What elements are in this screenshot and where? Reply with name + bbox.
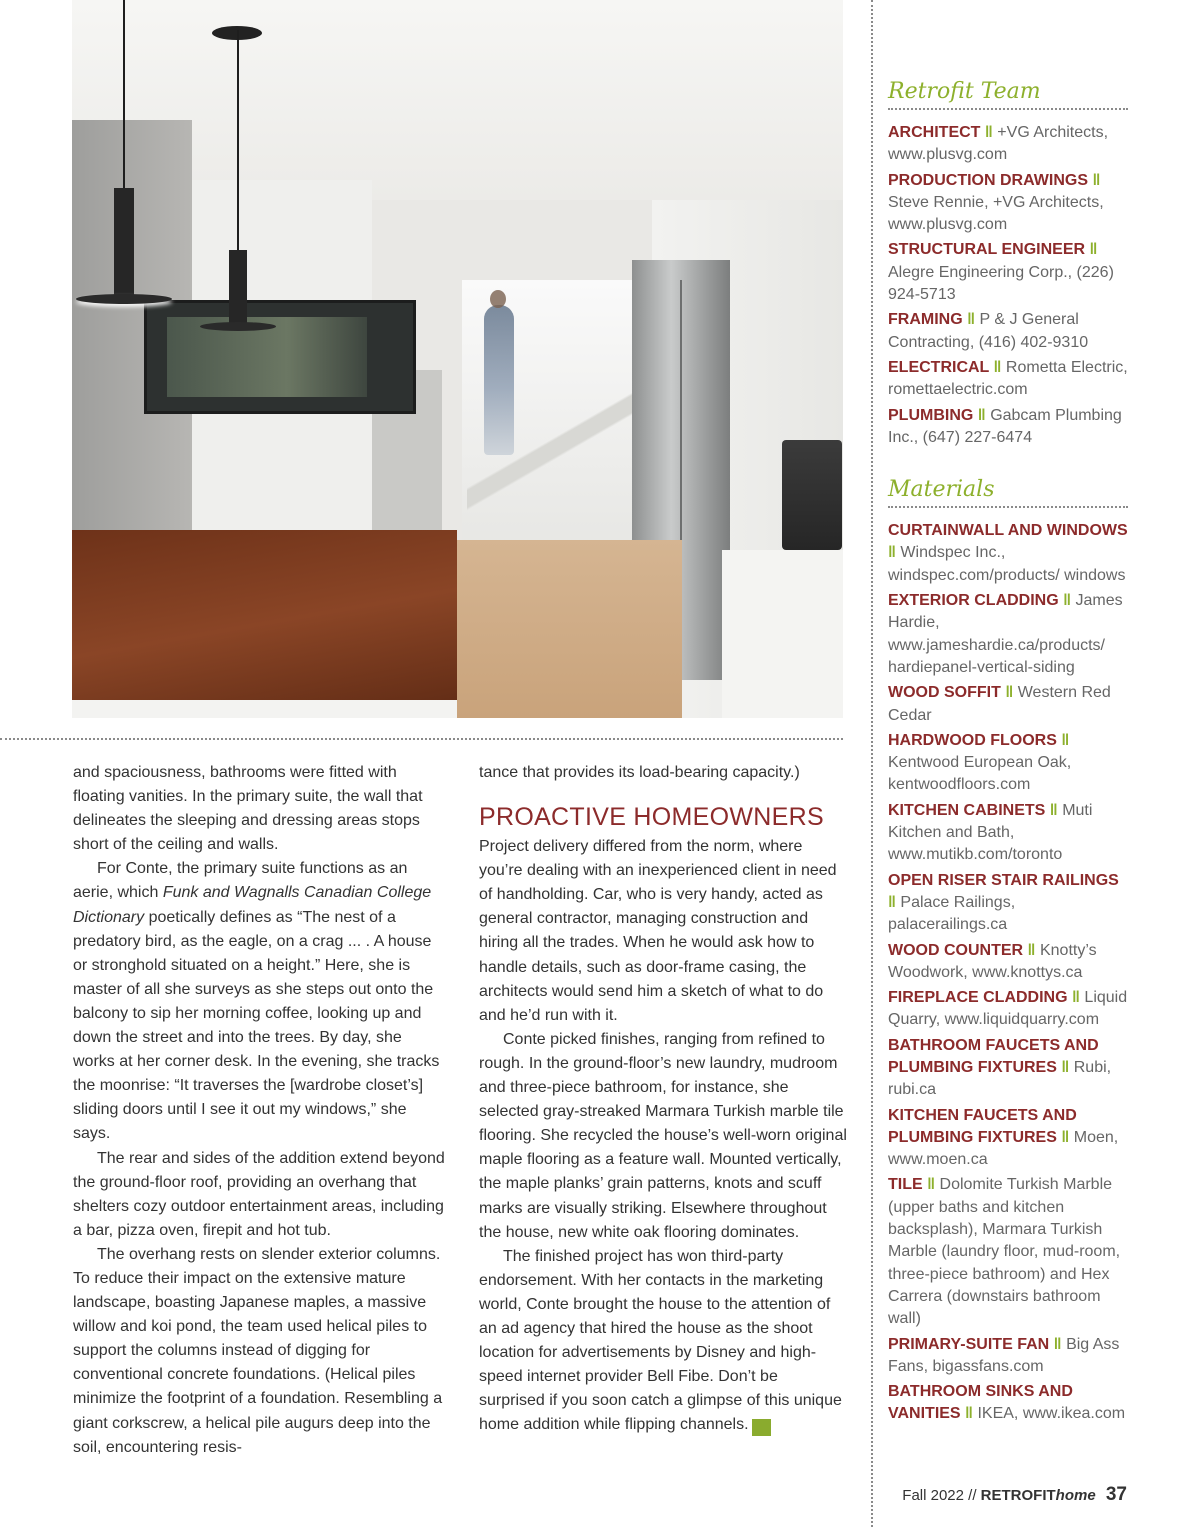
credit-role: WOOD SOFFIT bbox=[888, 684, 1001, 702]
separator-icon: ‖ bbox=[1088, 171, 1101, 189]
credit-role: EXTERIOR CLADDING bbox=[888, 592, 1059, 610]
separator-icon: ‖ bbox=[1045, 801, 1063, 819]
credit-detail: +VG Architects, www.plusvg.com bbox=[888, 124, 1109, 164]
credit-role: PRODUCTION DRAWINGS bbox=[888, 171, 1088, 189]
credit-item bbox=[888, 1174, 1128, 1330]
credit-detail: Knotty’s Woodwork, www.knottys.ca bbox=[888, 941, 1097, 981]
credit-detail: IKEA, www.ikea.com bbox=[977, 1405, 1126, 1423]
materials-list bbox=[888, 520, 1128, 1426]
credit-detail: Steve Rennie, +VG Architects, www.plusvg.com bbox=[888, 193, 1104, 234]
wood-island-counter bbox=[72, 530, 457, 718]
credit-item bbox=[888, 405, 1128, 450]
wall-tv bbox=[144, 300, 416, 414]
credit-item bbox=[888, 682, 1128, 727]
credit-detail: P & J General Contracting, (416) 402-9310 bbox=[888, 311, 1089, 351]
credit-role: PLUMBING bbox=[888, 406, 974, 424]
credit-item bbox=[888, 870, 1128, 937]
separator-icon: ‖ bbox=[1056, 1128, 1074, 1146]
credit-detail: Big Ass Fans, bigassfans.com bbox=[888, 1335, 1120, 1375]
text-run: The finished project has won third-party endorsement. With her contacts in the marketing world, Conte brought the house to the attention of an ad agency that hired the house as the shoot location for advertisements by Disney and high-speed internet provider Bell Fibe. Don’t be surprised if you soon catch a glimpse of this unique home addition while flipping channels. bbox=[479, 1247, 842, 1434]
credit-role: ARCHITECT bbox=[888, 124, 981, 141]
credit-detail: Kentwood European Oak, kentwoodfloors.com bbox=[888, 754, 1072, 794]
paragraph: and spaciousness, bathrooms were fitted with floating vanities. In the primary suite, the wall that delineates the sleeping and dressing areas stops short of the ceiling and walls. bbox=[73, 764, 423, 854]
paragraph bbox=[479, 1245, 847, 1438]
credit-detail: Alegre Engineering Corp., (226) 924-5713 bbox=[888, 263, 1114, 304]
pendant-lamp bbox=[114, 188, 134, 296]
credit-item bbox=[888, 1381, 1128, 1426]
separator-icon: ‖ bbox=[989, 358, 1006, 376]
credit-detail: Liquid Quarry, www.liquidquarry.com bbox=[888, 989, 1128, 1029]
credit-item bbox=[888, 800, 1128, 867]
separator-icon: ‖ bbox=[1085, 241, 1098, 259]
credit-detail: Rubi, rubi.ca bbox=[888, 1058, 1112, 1099]
credit-item bbox=[888, 122, 1128, 167]
article-column-1 bbox=[73, 761, 445, 1460]
credit-item bbox=[888, 1334, 1128, 1379]
credit-detail: Western Red Cedar bbox=[888, 684, 1111, 724]
credit-item bbox=[888, 1105, 1128, 1172]
separator-icon: ‖ bbox=[1067, 989, 1085, 1007]
credit-item bbox=[888, 239, 1128, 306]
dictionary-title: Funk and Wagnalls Canadian College Dictionary bbox=[73, 884, 432, 926]
credit-item bbox=[888, 590, 1128, 679]
team-heading: Retrofit Team bbox=[888, 78, 1128, 110]
separator-icon: ‖ bbox=[980, 124, 998, 141]
materials-heading: Materials bbox=[888, 476, 1128, 508]
person-on-stairs bbox=[484, 305, 514, 455]
separator-icon: ‖ bbox=[960, 1405, 978, 1423]
credit-detail: Windspec Inc., windspec.com/products/ windows bbox=[888, 544, 1126, 584]
credit-detail: Dolomite Turkish Marble (upper baths and kitchen backsplash), Marmara Turkish Marble (laundry floor, mud-room, three-piece bathroom) and Hex Carrera (downstairs bathroom wall) bbox=[888, 1176, 1121, 1328]
credit-item bbox=[888, 987, 1128, 1032]
credit-item bbox=[888, 170, 1128, 237]
page-footer bbox=[895, 1484, 1127, 1506]
text-run: For Conte, the primary suite functions as an aerie, which bbox=[73, 860, 408, 902]
article-column-2 bbox=[479, 761, 847, 1437]
credit-role: OPEN RISER STAIR RAILINGS bbox=[888, 871, 1119, 889]
issue-label: Fall 2022 // bbox=[902, 1487, 977, 1504]
credit-detail: Moen, www.moen.ca bbox=[888, 1128, 1119, 1169]
credit-item bbox=[888, 940, 1128, 985]
credit-detail: Muti Kitchen and Bath, www.mutikb.com/toronto bbox=[888, 801, 1093, 864]
credit-role: WOOD COUNTER bbox=[888, 941, 1024, 959]
credit-detail: Gabcam Plumbing Inc., (647) 227-6474 bbox=[888, 406, 1122, 446]
paragraph: Project delivery differed from the norm, where you’re dealing with an inexperienced client in need of handholding. Car, who is very handy, acted as general contractor, managing construction and hiring all the trades. When he would ask how to handle details, such as door-frame casing, the architects would send him a sketch of what to do and he’d run with it. bbox=[479, 838, 837, 1024]
credit-role: STRUCTURAL ENGINEER bbox=[888, 241, 1086, 259]
credit-role: FIREPLACE CLADDING bbox=[888, 989, 1068, 1007]
separator-icon: ‖ bbox=[922, 1176, 940, 1194]
end-mark-icon: rh bbox=[752, 1419, 771, 1436]
separator-icon: ‖ bbox=[1000, 684, 1018, 702]
separator-icon: ‖ bbox=[1056, 1058, 1074, 1076]
credit-role: CURTAINWALL AND WINDOWS bbox=[888, 522, 1128, 540]
paragraph bbox=[73, 857, 445, 1146]
section-heading: PROACTIVE HOMEOWNERS bbox=[479, 803, 824, 832]
paragraph: Conte picked finishes, ranging from refined to rough. In the ground-floor’s new laundry, mudroom and three-piece bathroom, for instance, she selected gray-streaked Marmara Turkish marble tile flooring. She recycled the house’s well-worn original maple flooring as a feature wall. Mounted vertically, the maple planks’ grain patterns, knots and scuff marks are visually striking. Elsewhere throughout the house, new white oak flooring dominates. bbox=[479, 1030, 847, 1241]
credit-item bbox=[888, 1035, 1128, 1102]
paragraph: tance that provides its load-bearing capacity.) bbox=[479, 764, 800, 781]
credit-item bbox=[888, 520, 1128, 587]
credit-role: PRIMARY-SUITE FAN bbox=[888, 1335, 1050, 1353]
coffee-machine bbox=[782, 440, 842, 550]
credit-role: HARDWOOD FLOORS bbox=[888, 731, 1057, 749]
credit-detail: Rometta Electric, romettaelectric.com bbox=[888, 358, 1128, 399]
photo-divider bbox=[0, 738, 843, 740]
credit-item bbox=[888, 730, 1128, 797]
credit-role: ELECTRICAL bbox=[888, 358, 990, 376]
brand-italic: home bbox=[1055, 1487, 1096, 1504]
separator-icon: ‖ bbox=[888, 544, 901, 562]
credit-item bbox=[888, 357, 1128, 402]
credit-role: KITCHEN FAUCETS AND PLUMBING FIXTURES bbox=[888, 1106, 1077, 1146]
page-number: 37 bbox=[1105, 1484, 1127, 1505]
brand-main: RETROFIT bbox=[980, 1487, 1056, 1504]
credits-sidebar bbox=[888, 78, 1128, 1429]
separator-icon: ‖ bbox=[1049, 1335, 1067, 1353]
team-list bbox=[888, 122, 1128, 449]
separator-icon: ‖ bbox=[1058, 592, 1076, 610]
kitchen-photo bbox=[72, 0, 843, 718]
credit-role: BATHROOM FAUCETS AND PLUMBING FIXTURES bbox=[888, 1036, 1099, 1076]
separator-icon: ‖ bbox=[888, 893, 901, 911]
credit-role: FRAMING bbox=[888, 311, 963, 329]
pendant-lamp bbox=[229, 250, 247, 324]
text-run: poetically defines as “The nest of a predatory bird, as the eagle, on a crag ... . A house or stronghold situated on a height.” Here, she is master of all she surveys as she steps out onto the balcony to sip her morning coffee, looking up and down the street and into the trees. By day, she works at her corner desk. In the evening, she tracks the moonrise: “It traverses the [wardrobe closet’s] sliding doors until I see it out my windows,” she says. bbox=[73, 908, 440, 1143]
separator-icon: ‖ bbox=[1056, 731, 1070, 749]
credit-detail: Palace Railings, palacerailings.ca bbox=[888, 893, 1016, 934]
credit-detail: James Hardie, www.jameshardie.ca/products/ hardiepanel-vertical-siding bbox=[888, 592, 1123, 676]
separator-icon: ‖ bbox=[1023, 941, 1040, 959]
column-divider bbox=[871, 0, 873, 1527]
credit-role: BATHROOM SINKS AND VANITIES bbox=[888, 1383, 1073, 1423]
magazine-brand bbox=[981, 1487, 1096, 1504]
separator-icon: ‖ bbox=[973, 406, 991, 424]
credit-role: TILE bbox=[888, 1176, 923, 1194]
separator-icon: ‖ bbox=[962, 311, 980, 329]
credit-item bbox=[888, 309, 1128, 354]
paragraph: The overhang rests on slender exterior columns. To reduce their impact on the extensive mature landscape, boasting Japanese maples, a massive willow and koi pond, the team used helical piles to support the columns instead of digging for conventional concrete foundations. (Helical piles minimize the footprint of a foundation. Resembling a giant corkscrew, a helical pile augurs deep into the soil, encountering resis- bbox=[73, 1245, 443, 1456]
credit-role: KITCHEN CABINETS bbox=[888, 801, 1046, 819]
paragraph: The rear and sides of the addition extend beyond the ground-floor roof, providing an overhang that shelters cozy outdoor entertainment areas, including a bar, pizza oven, firepit and hot tub. bbox=[73, 1149, 445, 1239]
